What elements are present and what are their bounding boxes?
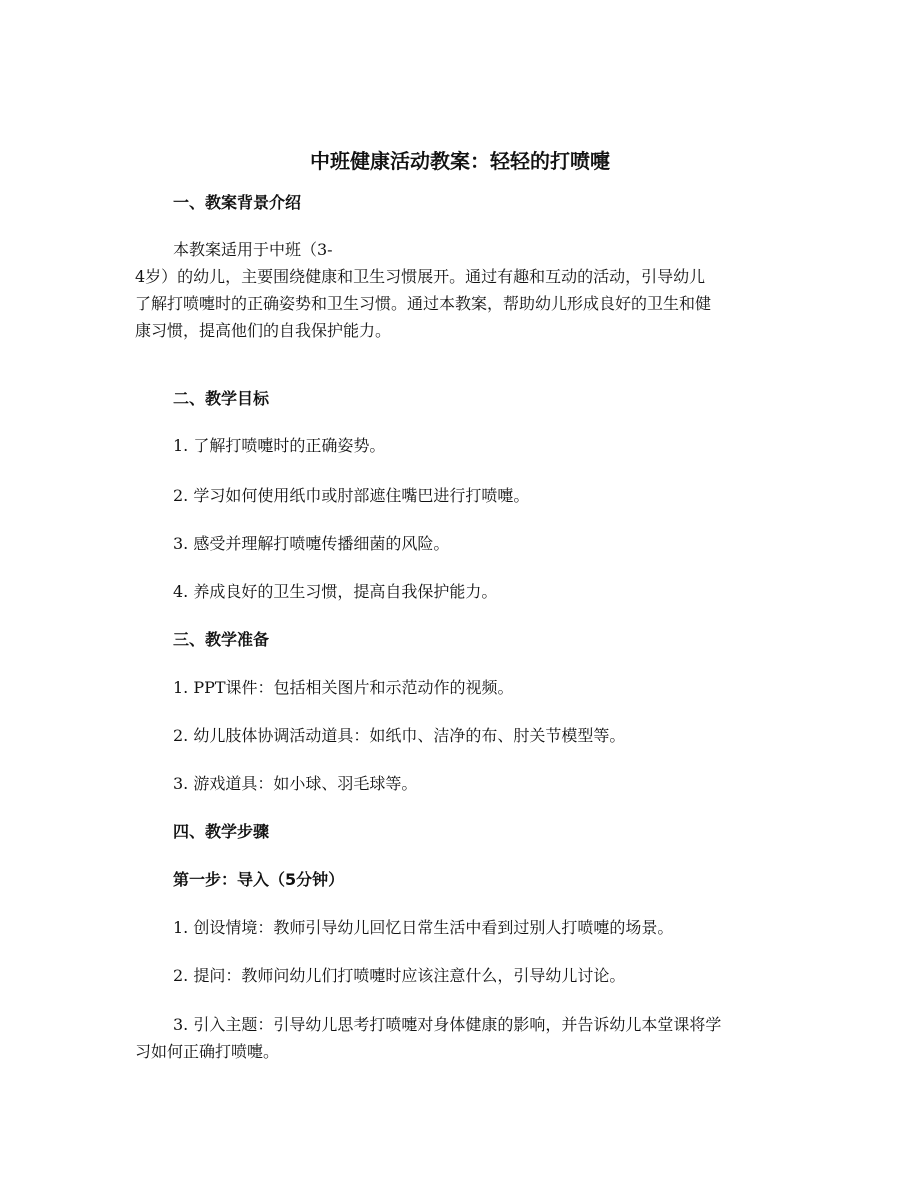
paragraph-line: 了解打喷嚏时的正确姿势和卫生习惯。通过本教案，帮助幼儿形成良好的卫生和健 (135, 294, 712, 313)
paragraph-line: 4岁）的幼儿，主要围绕健康和卫生习惯展开。通过有趣和互动的活动，引导幼儿 (135, 267, 706, 286)
section-heading-steps: 四、教学步骤 (173, 822, 270, 841)
goal-item: 2. 学习如何使用纸巾或肘部遮住嘴巴进行打喷嚏。 (173, 486, 530, 505)
document-title: 中班健康活动教案：轻轻的打喷嚏 (310, 149, 610, 173)
preparation-item: 3. 游戏道具：如小球、羽毛球等。 (173, 774, 418, 793)
goal-item: 3. 感受并理解打喷嚏传播细菌的风险。 (173, 534, 450, 553)
paragraph-line: 本教案适用于中班（3- (173, 240, 333, 259)
step1-item: 2. 提问：教师问幼儿们打喷嚏时应该注意什么，引导幼儿讨论。 (173, 966, 626, 985)
goal-item: 4. 养成良好的卫生习惯，提高自我保护能力。 (173, 582, 498, 601)
preparation-item: 2. 幼儿肢体协调活动道具：如纸巾、洁净的布、肘关节模型等。 (173, 726, 626, 745)
section-heading-background: 一、教案背景介绍 (173, 193, 302, 212)
paragraph-line: 习如何正确打喷嚏。 (135, 1042, 280, 1061)
step1-item-3 (135, 1011, 795, 1065)
section-heading-preparation: 三、教学准备 (173, 630, 270, 649)
background-paragraph (135, 236, 795, 344)
paragraph-line: 康习惯，提高他们的自我保护能力。 (135, 321, 392, 340)
step1-heading: 第一步：导入（5分钟） (173, 870, 345, 889)
paragraph-line: 3. 引入主题：引导幼儿思考打喷嚏对身体健康的影响，并告诉幼儿本堂课将学 (173, 1015, 722, 1034)
step1-item: 1. 创设情境：教师引导幼儿回忆日常生活中看到过别人打喷嚏的场景。 (173, 918, 674, 937)
section-heading-goals: 二、教学目标 (173, 389, 270, 408)
preparation-item: 1. PPT课件：包括相关图片和示范动作的视频。 (173, 678, 514, 697)
goal-item: 1. 了解打喷嚏时的正确姿势。 (173, 436, 386, 455)
